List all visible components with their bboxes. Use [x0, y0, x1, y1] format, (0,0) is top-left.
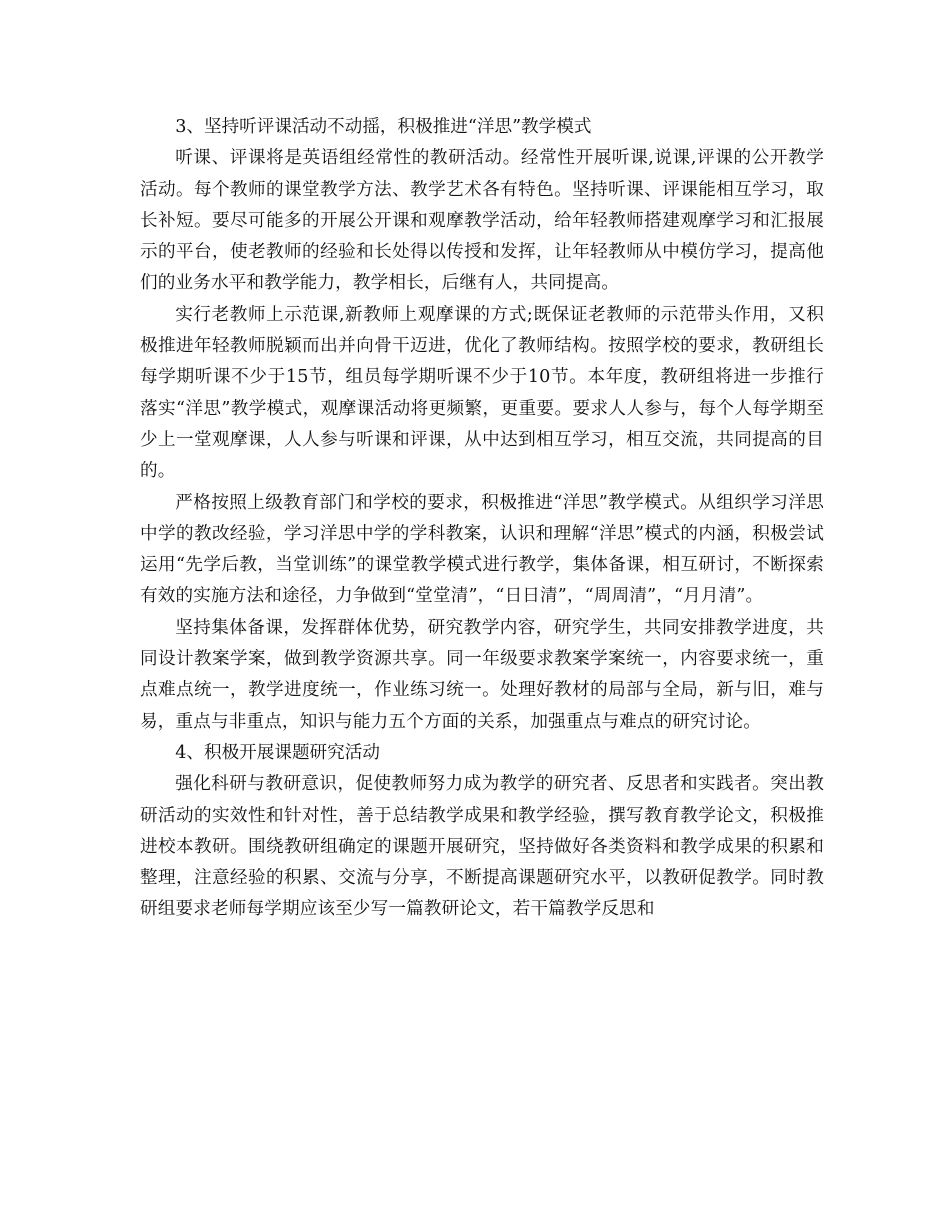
section-4-heading: 4、积极开展课题研究活动 [175, 742, 380, 763]
section-4-paragraph-1: 强化科研与教研意识，促使教师努力成为教学的研究者、反思者和实践者。突出教研活动的实效性和针对性，善于总结教学成果和教学经验，撰写教育教学论文，积极推进校本教研。围绕教研组确定的课题开展研究，坚持做好各类资料和教学成果的积累和整理，注意经验的积累、交流与分享，不断提高课题研究水平，以教研促教学。同时教研组要求老师每学期应该至少写一篇教研论文，若干篇教学反思和 [140, 774, 824, 920]
section-3-paragraph-4: 坚持集体备课，发挥群体优势，研究教学内容，研究学生，共同安排教学进度，共同设计教案学案，做到教学资源共享。同一年级要求教案学案统一，内容要求统一，重点难点统一，教学进度统一，作业练习统一。处理好教材的局部与全局，新与旧，难与易，重点与非重点，知识与能力五个方面的关系，加强重点与难点的研究讨论。 [140, 617, 824, 732]
section-3-paragraph-2: 实行老教师上示范课,新教师上观摩课的方式;既保证老教师的示范带头作用，又积极推进年轻教师脱颖而出并向骨干迈进，优化了教师结构。按照学校的要求，教研组长每学期听课不少于15节，组员每学期听课不少于10节。本年度，教研组将进一步推行落实“洋思”教学模式，观摩课活动将更频繁，更重要。要求人人参与，每个人每学期至少上一堂观摩课，人人参与听课和评课，从中达到相互学习，相互交流，共同提高的目的。 [140, 304, 824, 482]
section-3-paragraph-3: 严格按照上级教育部门和学校的要求，积极推进“洋思”教学模式。从组织学习洋思中学的教改经验，学习洋思中学的学科教案，认识和理解“洋思”模式的内涵，积极尝试运用“先学后教，当堂训练”的课堂教学模式进行教学，集体备课，相互研讨，不断探索有效的实施方法和途径，力争做到“堂堂清”，“日日清”，“周周清”，“月月清”。 [140, 492, 824, 607]
section-3-paragraph-1: 听课、评课将是英语组经常性的教研活动。经常性开展听课,说课,评课的公开教学活动。每个教师的课堂教学方法、教学艺术各有特色。坚持听课、评课能相互学习，取长补短。要尽可能多的开展公开课和观摩教学活动，给年轻教师搭建观摩学习和汇报展示的平台，使老教师的经验和长处得以传授和发挥，让年轻教师从中模仿学习，提高他们的业务水平和教学能力，教学相长，后继有人，共同提高。 [140, 148, 824, 294]
section-3-heading: 3、坚持听评课活动不动摇，积极推进“洋思”教学模式 [175, 117, 592, 137]
